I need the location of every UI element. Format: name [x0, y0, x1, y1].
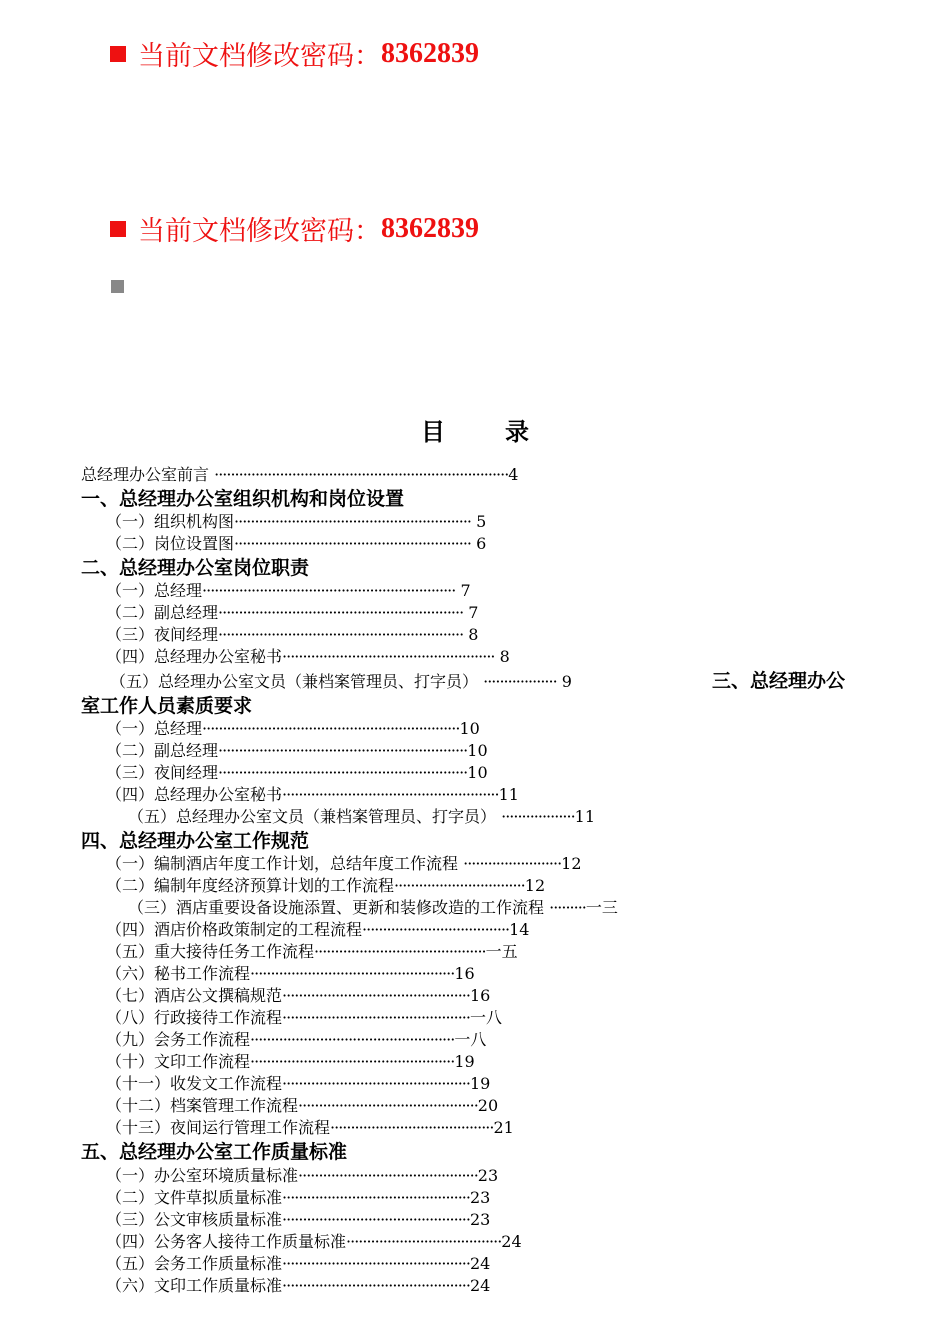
toc-entry: （十二）档案管理工作流程············································20 [106, 1096, 499, 1115]
toc-entry: （二）岗位设置图·························································· 6 [106, 534, 487, 553]
toc-entry: （三）公文审核质量标准··············································23 [106, 1210, 491, 1229]
toc-entry: （十一）收发文工作流程··············································19 [106, 1074, 491, 1093]
toc-entry: （五）总经理办公室文员（兼档案管理员、打字员） ·················· 9 [110, 672, 572, 691]
red-square-bullet-icon [110, 221, 126, 237]
toc-entry: （六）秘书工作流程··················································16 [106, 964, 475, 983]
toc-section-heading: 二、总经理办公室岗位职责 [81, 557, 310, 579]
toc-entry: （十）文印工作流程··················································19 [106, 1052, 475, 1071]
password-label: 当前文档修改密码： [138, 41, 381, 72]
password-code: 8362839 [381, 212, 479, 244]
grey-square-bullet-icon [111, 280, 124, 293]
toc-entry: 总经理办公室前言 ········································································4 [81, 465, 519, 484]
toc-entry: （六）文印工作质量标准··············································24 [106, 1276, 491, 1295]
toc-section-heading: 一、总经理办公室组织机构和岗位设置 [81, 488, 405, 510]
toc-entry: （三）夜间经理·····························································10 [106, 763, 488, 782]
toc-entry: （四）酒店价格政策制定的工程流程····································14 [106, 920, 530, 939]
toc-section-heading: 五、总经理办公室工作质量标准 [81, 1141, 348, 1163]
password-code: 8362839 [381, 37, 479, 69]
toc-entry: （一）组织机构图·························································· 5 [106, 512, 487, 531]
toc-entry: （三）酒店重要设备设施添置、更新和装修改造的工作流程 ·········一三 [128, 898, 618, 917]
toc-entry: （四）总经理办公室秘书·····················································11 [106, 785, 519, 804]
toc-section-heading: 三、总经理办公 [712, 670, 846, 692]
toc-section-heading: 四、总经理办公室工作规范 [81, 830, 310, 852]
toc-entry: （八）行政接待工作流程··············································一八 [106, 1008, 502, 1027]
toc-section-heading: 室工作人员素质要求 [81, 695, 253, 717]
toc-entry: （五）重大接待任务工作流程··········································一五 [106, 942, 518, 961]
toc-title: 目 录 [421, 418, 529, 446]
toc-entry: （五）会务工作质量标准··············································24 [106, 1254, 491, 1273]
toc-entry: （九）会务工作流程··················································一八 [106, 1030, 487, 1049]
toc-entry: （十三）夜间运行管理工作流程········································21 [106, 1118, 514, 1137]
toc-entry: （四）公务客人接待工作质量标准······································24 [106, 1232, 522, 1251]
password-notice-1 [110, 34, 479, 73]
toc-entry: （一）总经理······························································ 7 [106, 581, 471, 600]
password-label: 当前文档修改密码： [138, 216, 381, 247]
toc-entry: （一）总经理·······························································10 [106, 719, 480, 738]
toc-entry: （二）副总经理·····························································10 [106, 741, 488, 760]
toc-entry: （四）总经理办公室秘书···················································· 8 [106, 647, 510, 666]
toc-entry: （二）副总经理···························································· 7 [106, 603, 479, 622]
password-notice-2 [110, 209, 479, 248]
red-square-bullet-icon [110, 46, 126, 62]
toc-entry: （二）编制年度经济预算计划的工作流程································12 [106, 876, 546, 895]
toc-entry: （一）办公室环境质量标准············································23 [106, 1166, 499, 1185]
toc-entry: （五）总经理办公室文员（兼档案管理员、打字员） ··················11 [128, 807, 596, 826]
toc-entry: （三）夜间经理···························································· 8 [106, 625, 479, 644]
toc-entry: （一）编制酒店年度工作计划，总结年度工作流程 ························12 [106, 854, 582, 873]
toc-entry: （二）文件草拟质量标准··············································23 [106, 1188, 491, 1207]
toc-entry: （七）酒店公文撰稿规范··············································16 [106, 986, 491, 1005]
